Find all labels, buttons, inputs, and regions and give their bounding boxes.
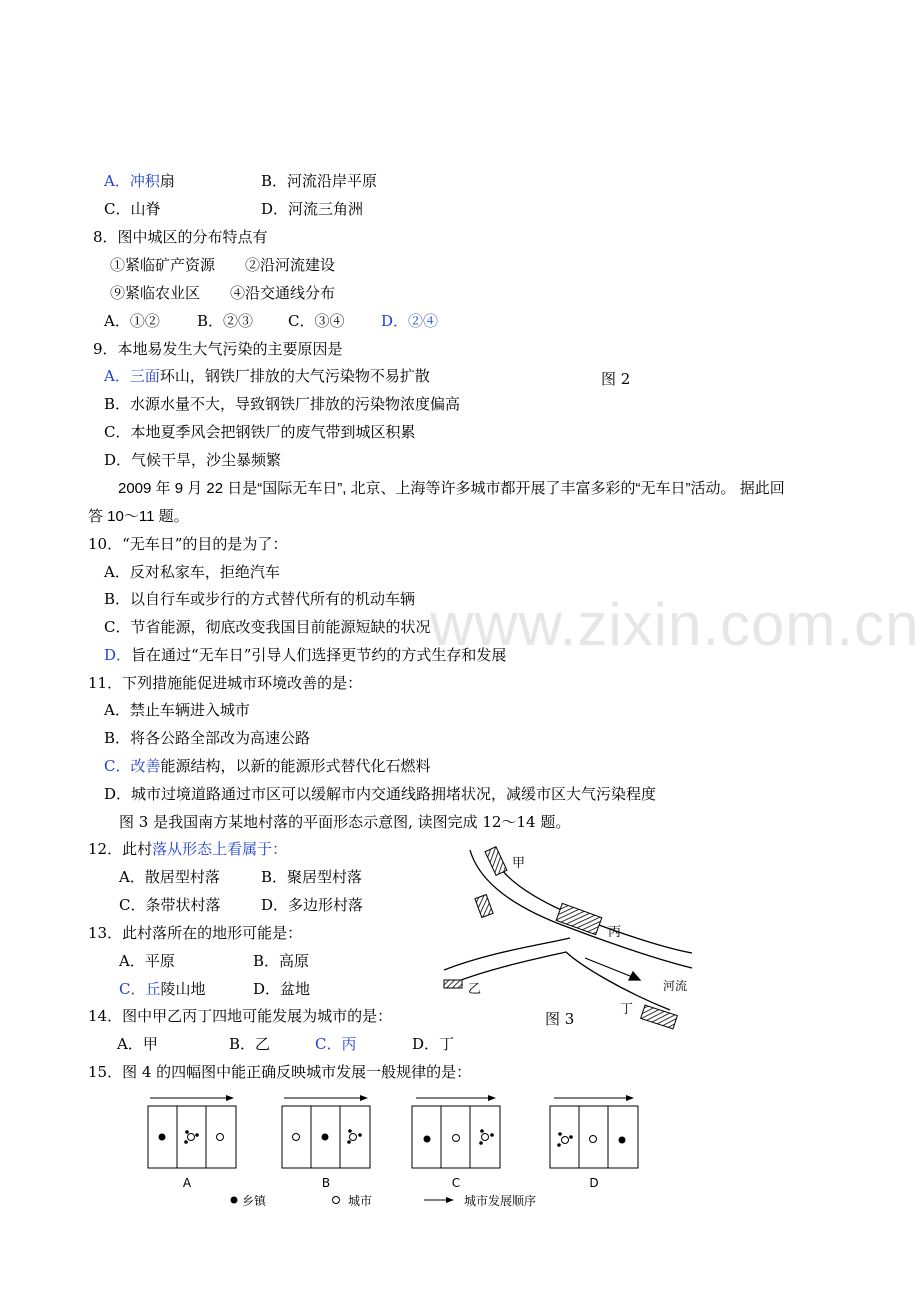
figure-2-label: 图 2: [601, 370, 631, 388]
settlement-ding: [641, 1005, 678, 1029]
intro-10-11-line2: 答 10～11 题。: [88, 508, 189, 525]
legend-city-symbol: [333, 1197, 340, 1204]
q11-option-b[interactable]: B．将各公路全部改为高速公路: [104, 729, 311, 747]
q10-stem: 10．“无车日”的目的是为了：: [88, 535, 288, 553]
q10-option-d[interactable]: D．旨在通过“无车日”引导人们选择更节约的方式生存和发展: [104, 646, 507, 664]
watermark: www.zixin.com.cn: [430, 591, 920, 658]
q14-option-c[interactable]: C．丙: [315, 1035, 357, 1053]
q13-option-d[interactable]: D．盆地: [253, 980, 311, 998]
label-bing: 丙: [608, 925, 622, 940]
settlement-bing: [556, 903, 602, 934]
figure-4-legend: [231, 1193, 537, 1208]
q8-option-a[interactable]: A．①②: [104, 312, 160, 330]
panel-a: [148, 1095, 236, 1190]
q9-stem: 9．本地易发生大气污染的主要原因是: [93, 340, 343, 358]
panel-b-label: B: [321, 1176, 331, 1190]
q14-option-b[interactable]: B．乙: [229, 1035, 271, 1053]
q8-statements-row2: ⑨紧临农业区 ④沿交通线分布: [110, 284, 336, 302]
q10-option-c[interactable]: C．节省能源，彻底改变我国目前能源短缺的状况: [104, 618, 431, 636]
q9-option-a[interactable]: A．三面环山，钢铁厂排放的大气污染物不易扩散: [104, 367, 430, 385]
river-banks: [444, 850, 692, 1010]
intro-12-14: 图 3 是我国南方某地村落的平面形态示意图, 读图完成 12～14 题。: [119, 813, 571, 831]
q15-stem: 15．图 4 的四幅图中能正确反映城市发展一般规律的是：: [88, 1063, 472, 1081]
legend-town-label: 乡镇: [242, 1194, 267, 1208]
label-ding: 丁: [620, 1002, 634, 1017]
label-yi: 乙: [468, 982, 482, 997]
q12-option-b[interactable]: B．聚居型村落: [261, 868, 363, 886]
q11-stem: 11．下列措施能促进城市环境改善的是：: [88, 674, 363, 692]
settlement-upper-left: [475, 895, 493, 918]
q7-option-c[interactable]: C．山脊: [104, 200, 161, 218]
q8-option-b[interactable]: B．②③: [197, 312, 254, 330]
q12-stem: 12．此村落从形态上看属于：: [88, 840, 288, 858]
label-river: 河流: [663, 979, 688, 993]
q9-option-d[interactable]: D．气候干旱，沙尘暴频繁: [104, 451, 282, 469]
q8-stem: 8．图中城区的分布特点有: [93, 228, 268, 246]
legend-town-symbol: [231, 1197, 238, 1204]
settlement-jia: [485, 847, 507, 876]
q12-option-a[interactable]: A．散居型村落: [119, 868, 220, 886]
q12-option-c[interactable]: C．条带状村落: [119, 896, 221, 914]
q10-option-a[interactable]: A．反对私家车，拒绝汽车: [104, 563, 280, 581]
q13-option-b[interactable]: B．高原: [253, 952, 310, 970]
panel-b: [282, 1095, 370, 1190]
q13-option-a[interactable]: A．平原: [119, 952, 175, 970]
legend-city-label: 城市: [348, 1194, 373, 1208]
label-jia: 甲: [512, 856, 526, 871]
q11-option-d[interactable]: D．城市过境道路通过市区可以缓解市内交通线路拥堵状况，减缓市区大气污染程度: [104, 785, 657, 803]
q11-option-a[interactable]: A．禁止车辆进入城市: [104, 701, 250, 719]
q12-option-d[interactable]: D．多边形村落: [261, 896, 364, 914]
figure-4-development-panels: [140, 1090, 660, 1220]
settlement-yi: [444, 980, 462, 988]
q7-option-d[interactable]: D．河流三角洲: [261, 200, 364, 218]
q10-option-b[interactable]: B．以自行车或步行的方式替代所有的机动车辆: [104, 590, 416, 608]
q9-option-b[interactable]: B．水源水量不大，导致钢铁厂排放的污染物浓度偏高: [104, 395, 461, 413]
q8-statements-row1: ①紧临矿产资源 ②沿河流建设: [110, 256, 336, 274]
legend-arrow-label: 城市发展顺序: [464, 1194, 537, 1208]
q13-option-c[interactable]: C．丘陵山地: [119, 980, 206, 998]
q14-option-d[interactable]: D．丁: [412, 1035, 455, 1053]
q8-option-d[interactable]: D．②④: [381, 312, 439, 330]
panel-c-label: C: [451, 1176, 461, 1190]
q9-option-c[interactable]: C．本地夏季风会把钢铁厂的废气带到城区积累: [104, 423, 416, 441]
q7-option-b[interactable]: B．河流沿岸平原: [261, 172, 378, 190]
figure-3-caption: 图 3: [545, 1010, 575, 1028]
panel-c: [412, 1095, 500, 1190]
intro-10-11-line1: 2009 年 9 月 22 日是“国际无车日”, 北京、上海等许多城市都开展了丰富多彩的“无车日”活动。 据此回: [118, 480, 785, 497]
q14-option-a[interactable]: A．甲: [117, 1035, 158, 1053]
q14-stem: 14．图中甲乙丙丁四地可能发展为城市的是：: [88, 1007, 393, 1025]
panel-d: [550, 1095, 638, 1190]
q8-option-c[interactable]: C．③④: [288, 312, 345, 330]
panel-d-label: D: [589, 1176, 599, 1190]
q13-stem: 13．此村落所在的地形可能是：: [88, 924, 303, 942]
q11-option-c[interactable]: C．改善能源结构，以新的能源形式替代化石燃料: [104, 757, 431, 775]
panel-a-label: A: [182, 1176, 192, 1190]
river-flow-arrow: [585, 958, 640, 980]
q7-option-a[interactable]: A．冲积扇: [104, 172, 175, 190]
